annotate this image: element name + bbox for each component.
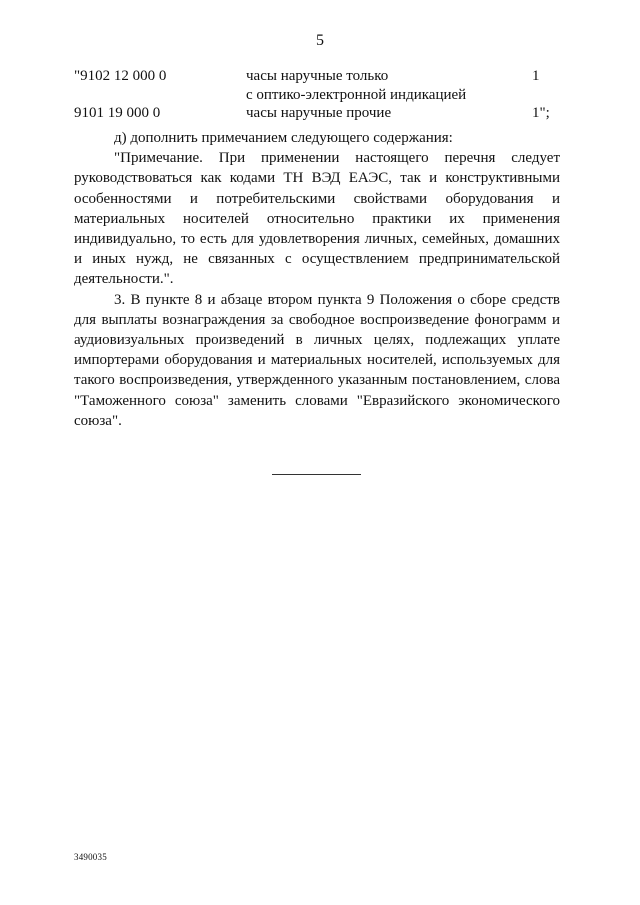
tariff-description: с оптико-электронной индикацией: [246, 87, 467, 103]
tariff-description: часы наручные только: [246, 68, 389, 84]
table-row: [0, 104, 640, 122]
tariff-code: "9102 12 000 0: [74, 68, 167, 84]
tariff-code: 9101 19 000 0: [74, 105, 161, 121]
tariff-quantity: 1";: [532, 105, 550, 121]
amendment-intro-paragraph: д) дополнить примечанием следующего содержания:: [114, 130, 453, 146]
document-id: 3490035: [74, 852, 107, 862]
table-row: [0, 86, 640, 104]
page-number: 5: [316, 32, 324, 49]
tariff-quantity: 1: [532, 68, 540, 84]
note-paragraph: "Примечание. При применении настоящего перечня следует руководствоваться как кодами ТН ВЭД ЕАЭС, так и конструктивными особенностями и потребительскими свойствами оборудования и материальных носителей относительно практики их применения индивидуально, то есть для удовлетворения личных, семейных, домашних и иных нужд, не связанных с осуществлением предпринимательской деятельности.".: [74, 150, 560, 288]
document-body: [74, 128, 560, 431]
end-separator-line: [272, 474, 361, 475]
tariff-description: часы наручные прочие: [246, 105, 392, 121]
table-row: [0, 67, 640, 85]
section-3-paragraph: 3. В пункте 8 и абзаце втором пункта 9 Положения о сборе средств для выплаты вознаграждения за свободное воспроизведение фонограмм и аудиовизуальных произведений в личных целях, подлежащих уплате импортерами оборудования и материальных носителей, используемых для такого воспроизведения, утвержденного указанным постановлением, слова "Таможенного союза" заменить словами "Евразийского экономического союза".: [74, 291, 560, 429]
